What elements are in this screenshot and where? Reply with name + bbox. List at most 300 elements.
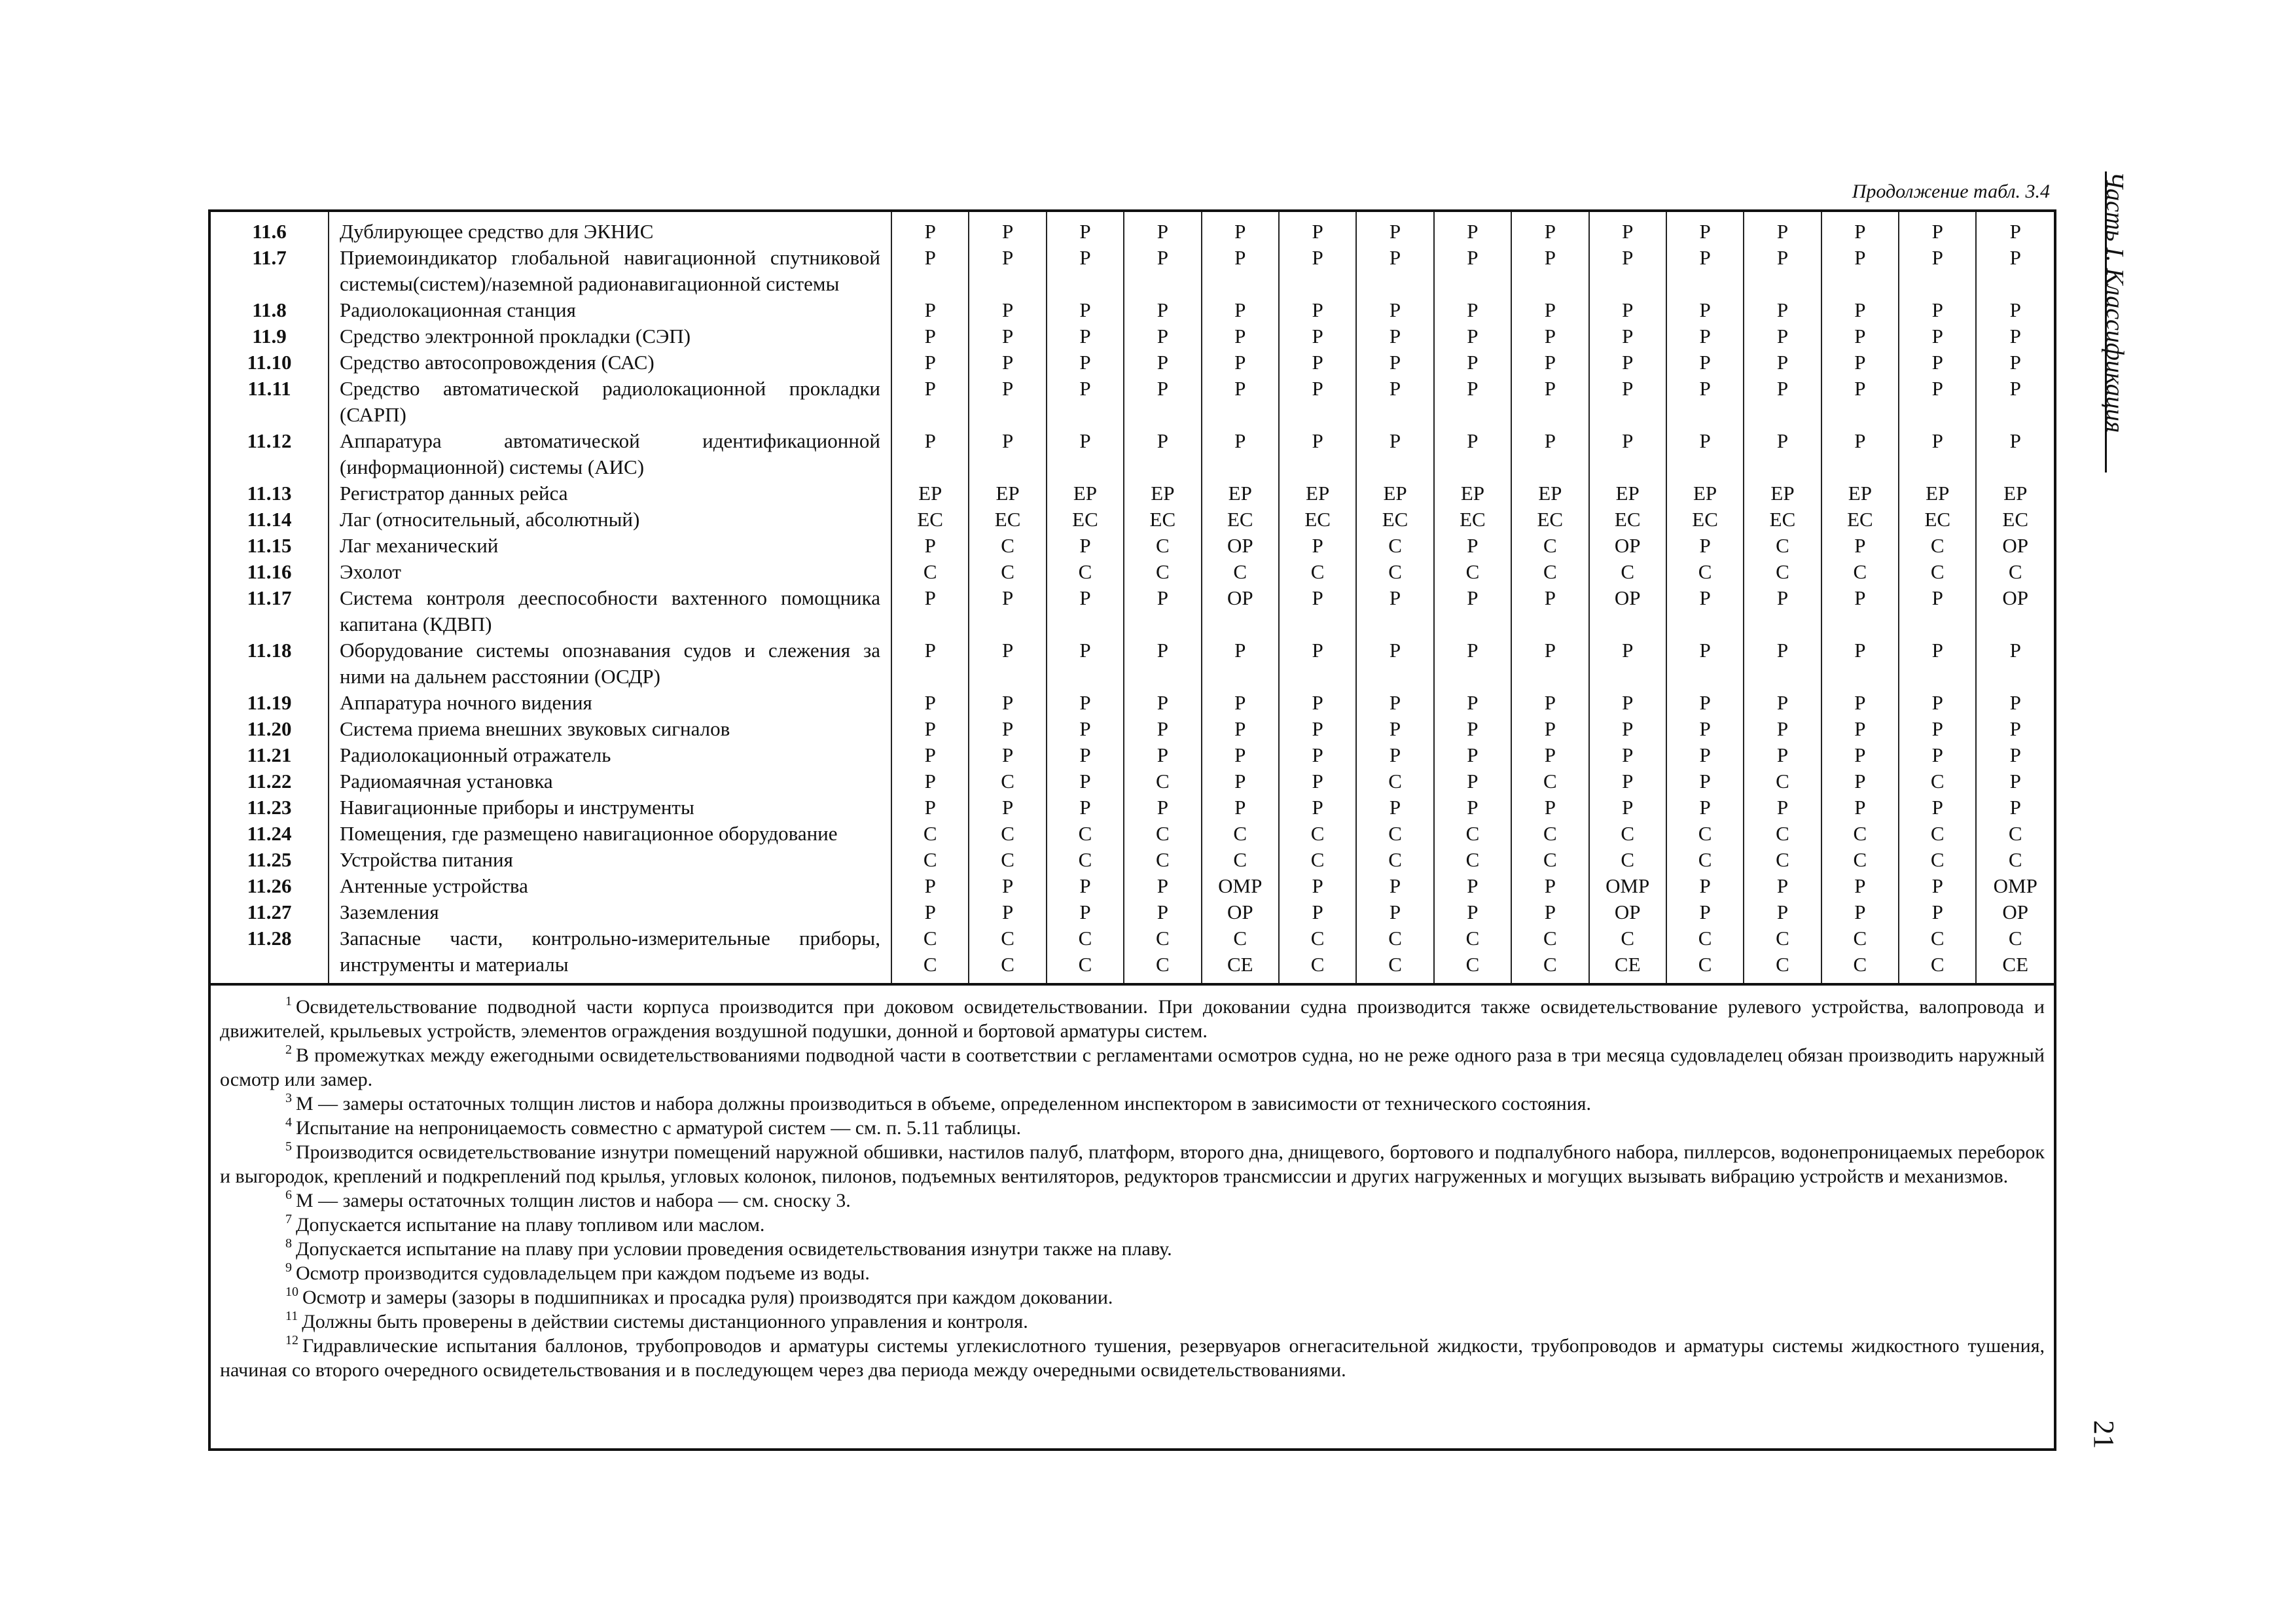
row-description: Эхолот: [329, 559, 891, 585]
row-description: Радиолокационная станция: [329, 297, 891, 323]
footnote-mark: 11: [285, 1309, 298, 1323]
table-row: [211, 847, 2054, 873]
row-number: 11.26: [247, 874, 292, 897]
survey-code-cell: P: [1356, 245, 1433, 297]
row-description: Система приема внешних звуковых сигналов: [329, 716, 891, 742]
survey-code-cell: P: [1666, 873, 1744, 899]
survey-code-cell: P: [969, 716, 1046, 742]
row-number: 11.19: [247, 691, 292, 714]
survey-code-cell: P: [1047, 212, 1124, 245]
survey-code-cell: P: [891, 349, 969, 376]
row-description: Аппаратура автоматической идентификационной (информационной) системы (АИС): [329, 428, 891, 480]
survey-code-cell: C C: [1744, 925, 1821, 983]
footnote-text: Осмотр производится судовладельцем при каждом подъеме из воды.: [296, 1262, 870, 1284]
survey-code-cell: P: [1744, 297, 1821, 323]
survey-code-cell: P: [1589, 637, 1666, 690]
survey-code-cell: P: [891, 297, 969, 323]
survey-code-cell: C: [1047, 847, 1124, 873]
side-title-text: Часть I. Классификация: [2101, 171, 2128, 433]
survey-code-cell: OP: [1976, 899, 2054, 925]
survey-code-cell: P: [1899, 212, 1976, 245]
survey-code-cell: OP: [1976, 533, 2054, 559]
page-number: 21: [2088, 1420, 2120, 1449]
survey-code-cell: P: [1666, 742, 1744, 768]
survey-code-cell: C: [1511, 533, 1588, 559]
survey-code-cell: C: [1821, 847, 1899, 873]
footnote: [220, 1092, 2045, 1116]
survey-code-cell: P: [1434, 899, 1511, 925]
survey-code-cell: P: [891, 637, 969, 690]
row-description: Средство автосопровождения (САС): [329, 349, 891, 376]
survey-code-cell: P: [1511, 794, 1588, 821]
survey-code-cell: P: [1744, 637, 1821, 690]
row-description: Радиомаячная установка: [329, 768, 891, 794]
survey-code-cell: P: [1976, 245, 2054, 297]
survey-code-cell: C: [1899, 847, 1976, 873]
survey-code-cell: P: [1899, 742, 1976, 768]
survey-code-cell: P: [1124, 794, 1201, 821]
survey-code-cell: P: [1279, 245, 1356, 297]
survey-code-cell: P: [1821, 297, 1899, 323]
survey-code-cell: P: [1899, 297, 1976, 323]
survey-code-cell: P: [1511, 245, 1588, 297]
survey-code-cell: P: [1821, 376, 1899, 428]
footnote-text: М — замеры остаточных толщин листов и набора — см. сноску 3.: [296, 1190, 851, 1211]
survey-code-cell: P: [1899, 428, 1976, 480]
survey-code-cell: P: [1589, 245, 1666, 297]
survey-code-cell: C: [1279, 847, 1356, 873]
table-row: [211, 349, 2054, 376]
survey-code-cell: EP: [1589, 480, 1666, 507]
survey-code-cell: P: [1589, 794, 1666, 821]
survey-code-cell: P: [1589, 323, 1666, 349]
survey-code-cell: EP: [969, 480, 1046, 507]
survey-code-cell: OP: [1976, 585, 2054, 637]
footnote: [220, 1213, 2045, 1237]
survey-code-cell: EP: [1047, 480, 1124, 507]
survey-code-cell: C: [1976, 847, 2054, 873]
survey-code-cell: P: [1356, 323, 1433, 349]
survey-code-cell: EC: [1356, 507, 1433, 533]
survey-code-cell: EP: [1821, 480, 1899, 507]
survey-code-cell: P: [1511, 742, 1588, 768]
survey-code-cell: C: [891, 559, 969, 585]
survey-code-cell: EC: [1511, 507, 1588, 533]
footnotes: [211, 983, 2054, 1382]
row-description: Запасные части, контрольно-измерительные приборы, инструменты и материалы: [329, 925, 891, 983]
row-number: 11.15: [247, 534, 292, 557]
survey-code-cell: P: [1666, 899, 1744, 925]
footnote-mark: 12: [285, 1333, 298, 1347]
survey-code-cell: P: [1899, 794, 1976, 821]
footnote-mark: 1: [285, 994, 292, 1008]
table-row: [211, 480, 2054, 507]
survey-code-cell: P: [1744, 794, 1821, 821]
survey-code-cell: C: [1511, 559, 1588, 585]
survey-code-cell: P: [1589, 428, 1666, 480]
survey-code-cell: P: [1821, 873, 1899, 899]
row-number: 11.24: [247, 822, 292, 845]
survey-code-cell: C: [969, 533, 1046, 559]
survey-code-cell: P: [1202, 323, 1279, 349]
survey-code-cell: P: [1434, 323, 1511, 349]
survey-code-cell: P: [1279, 323, 1356, 349]
survey-code-cell: C: [1666, 847, 1744, 873]
table-row: [211, 925, 2054, 983]
survey-code-cell: P: [1434, 716, 1511, 742]
survey-code-cell: P: [1047, 585, 1124, 637]
survey-code-cell: P: [1434, 768, 1511, 794]
survey-code-cell: C C: [1356, 925, 1433, 983]
survey-code-cell: EP: [1666, 480, 1744, 507]
footnote-text: В промежутках между ежегодными освидетельствованиями подводной части в соответствии с регламентами осмотров судна, но не реже одного раза в три месяца судовладелец обязан производить наружный осмотр или замер.: [220, 1044, 2045, 1090]
survey-code-cell: C: [1744, 847, 1821, 873]
survey-code-cell: P: [1976, 637, 2054, 690]
table-row: [211, 585, 2054, 637]
survey-code-cell: P: [1356, 742, 1433, 768]
survey-code-cell: P: [1666, 637, 1744, 690]
row-number: 11.22: [247, 770, 292, 793]
survey-code-cell: C: [1434, 821, 1511, 847]
survey-code-cell: P: [1589, 716, 1666, 742]
survey-code-cell: EC: [969, 507, 1046, 533]
survey-code-cell: EP: [1279, 480, 1356, 507]
table-row: [211, 428, 2054, 480]
survey-code-cell: P: [1124, 899, 1201, 925]
survey-code-cell: EC: [1899, 507, 1976, 533]
survey-code-cell: P: [1666, 349, 1744, 376]
survey-code-cell: P: [891, 873, 969, 899]
row-number: 11.13: [247, 482, 292, 505]
survey-code-cell: EC: [1821, 507, 1899, 533]
survey-code-cell: P: [1589, 768, 1666, 794]
row-description: Радиолокационный отражатель: [329, 742, 891, 768]
survey-code-cell: P: [1124, 212, 1201, 245]
footnote-mark: 10: [285, 1285, 298, 1299]
survey-code-cell: P: [1976, 323, 2054, 349]
survey-code-cell: P: [1511, 899, 1588, 925]
survey-code-cell: P: [1821, 637, 1899, 690]
row-description: Лаг механический: [329, 533, 891, 559]
survey-code-cell: C C: [1666, 925, 1744, 983]
survey-code-cell: P: [1976, 690, 2054, 716]
survey-code-cell: P: [1047, 716, 1124, 742]
survey-code-cell: P: [1666, 768, 1744, 794]
survey-code-cell: P: [1356, 794, 1433, 821]
survey-code-cell: P: [1279, 794, 1356, 821]
footnote: [220, 1043, 2045, 1092]
footnote-text: Допускается испытание на плаву при условии проведения освидетельствования изнутри также на плаву.: [296, 1238, 1172, 1260]
survey-code-cell: P: [1511, 349, 1588, 376]
row-description: Навигационные приборы и инструменты: [329, 794, 891, 821]
survey-code-cell: EC: [1124, 507, 1201, 533]
survey-code-cell: C: [1976, 821, 2054, 847]
survey-code-cell: P: [1976, 297, 2054, 323]
survey-code-cell: P: [1124, 585, 1201, 637]
survey-code-cell: P: [1744, 349, 1821, 376]
survey-code-cell: P: [1821, 899, 1899, 925]
survey-code-cell: OP: [1589, 899, 1666, 925]
survey-code-cell: OP: [1202, 585, 1279, 637]
table-row: [211, 873, 2054, 899]
row-number: 11.28: [247, 927, 292, 950]
row-description: Помещения, где размещено навигационное оборудование: [329, 821, 891, 847]
table-row: [211, 637, 2054, 690]
footnote-text: Освидетельствование подводной части корпуса производится при доковом освидетельствовании. При доковании судна производится также освидетельствование рулевого устройства, валопровода и движителей, крыльевых устройств, элементов ограждения воздушной подушки, донной и бортовой арматуры систем.: [220, 996, 2045, 1042]
survey-code-cell: EP: [1744, 480, 1821, 507]
survey-code-cell: P: [1434, 873, 1511, 899]
survey-code-cell: P: [1047, 742, 1124, 768]
footnote-mark: 4: [285, 1115, 292, 1130]
survey-code-cell: C: [1124, 821, 1201, 847]
survey-code-cell: C: [1589, 559, 1666, 585]
survey-code-cell: C C: [1821, 925, 1899, 983]
row-number: 11.25: [247, 848, 292, 871]
survey-code-cell: P: [1279, 212, 1356, 245]
table-row: [211, 533, 2054, 559]
footnote-mark: 7: [285, 1212, 292, 1226]
survey-code-cell: P: [1821, 585, 1899, 637]
survey-code-cell: C CE: [1589, 925, 1666, 983]
survey-code-cell: P: [1356, 349, 1433, 376]
survey-code-cell: P: [1899, 716, 1976, 742]
survey-code-cell: P: [1511, 716, 1588, 742]
survey-code-cell: C: [1356, 559, 1433, 585]
row-number: 11.16: [247, 560, 292, 583]
row-number: 11.18: [247, 639, 292, 662]
survey-code-cell: C: [969, 768, 1046, 794]
survey-code-cell: P: [1899, 637, 1976, 690]
footnote-text: Допускается испытание на плаву топливом или маслом.: [296, 1214, 765, 1236]
survey-code-cell: P: [969, 212, 1046, 245]
table-row: [211, 245, 2054, 297]
table-row: [211, 899, 2054, 925]
survey-code-cell: P: [1356, 637, 1433, 690]
survey-code-cell: P: [1511, 585, 1588, 637]
survey-code-cell: P: [1511, 873, 1588, 899]
survey-code-cell: P: [1666, 212, 1744, 245]
survey-code-cell: EP: [1356, 480, 1433, 507]
survey-code-cell: OP: [1589, 585, 1666, 637]
survey-code-cell: EC: [1202, 507, 1279, 533]
survey-code-cell: P: [1976, 212, 2054, 245]
survey-code-cell: P: [1047, 323, 1124, 349]
survey-code-cell: C: [1202, 559, 1279, 585]
survey-code-cell: P: [1899, 349, 1976, 376]
survey-code-cell: P: [1202, 376, 1279, 428]
survey-code-cell: C: [1047, 559, 1124, 585]
table-row: [211, 742, 2054, 768]
footnote-mark: 5: [285, 1139, 292, 1154]
row-number: 11.6: [252, 220, 287, 243]
survey-code-cell: P: [1434, 349, 1511, 376]
table-caption: Продолжение табл. 3.4: [1852, 181, 2050, 202]
survey-code-cell: P: [1976, 716, 2054, 742]
survey-code-cell: P: [1202, 349, 1279, 376]
survey-code-cell: P: [1666, 794, 1744, 821]
survey-code-cell: C: [1511, 768, 1588, 794]
survey-code-cell: P: [1356, 873, 1433, 899]
row-description: Средство электронной прокладки (СЭП): [329, 323, 891, 349]
survey-code-cell: P: [891, 794, 969, 821]
survey-code-cell: P: [1589, 297, 1666, 323]
survey-code-cell: OMP: [1589, 873, 1666, 899]
table-row: [211, 716, 2054, 742]
survey-code-cell: C C: [1279, 925, 1356, 983]
survey-code-cell: C C: [1124, 925, 1201, 983]
survey-code-cell: P: [1124, 245, 1201, 297]
survey-code-cell: P: [891, 690, 969, 716]
row-number: 11.12: [247, 429, 292, 452]
survey-code-cell: C: [1356, 533, 1433, 559]
survey-code-cell: P: [1124, 716, 1201, 742]
row-number: 11.8: [252, 298, 287, 321]
survey-code-cell: P: [1356, 212, 1433, 245]
survey-code-cell: P: [1434, 428, 1511, 480]
survey-code-cell: C: [1124, 559, 1201, 585]
survey-code-cell: P: [1821, 794, 1899, 821]
survey-code-cell: P: [1899, 690, 1976, 716]
survey-code-cell: P: [1666, 690, 1744, 716]
survey-code-cell: P: [1511, 212, 1588, 245]
survey-code-cell: P: [1744, 428, 1821, 480]
survey-code-cell: P: [1279, 742, 1356, 768]
survey-code-cell: P: [1124, 742, 1201, 768]
survey-code-cell: P: [1124, 428, 1201, 480]
footnote: [220, 1261, 2045, 1285]
survey-code-cell: P: [1511, 323, 1588, 349]
survey-code-cell: C: [1124, 847, 1201, 873]
survey-code-cell: C: [1511, 847, 1588, 873]
survey-code-cell: P: [1744, 245, 1821, 297]
footnote: [220, 1116, 2045, 1140]
survey-code-cell: P: [1666, 585, 1744, 637]
survey-code-cell: P: [891, 245, 969, 297]
survey-code-cell: P: [1744, 376, 1821, 428]
table-row: [211, 507, 2054, 533]
survey-code-cell: P: [969, 349, 1046, 376]
survey-code-cell: C: [1202, 821, 1279, 847]
survey-code-cell: P: [1821, 428, 1899, 480]
survey-code-cell: P: [969, 245, 1046, 297]
survey-code-cell: P: [1976, 349, 2054, 376]
footnote: [220, 995, 2045, 1043]
survey-code-cell: P: [1744, 742, 1821, 768]
row-description: Аппаратура ночного видения: [329, 690, 891, 716]
row-number: 11.10: [247, 351, 292, 374]
survey-code-cell: P: [1744, 212, 1821, 245]
survey-code-cell: P: [1511, 690, 1588, 716]
survey-code-cell: P: [1666, 323, 1744, 349]
survey-code-cell: C: [969, 821, 1046, 847]
survey-code-cell: P: [1047, 533, 1124, 559]
table-row: [211, 559, 2054, 585]
survey-code-cell: P: [969, 899, 1046, 925]
survey-code-cell: P: [1434, 297, 1511, 323]
survey-code-cell: P: [1202, 637, 1279, 690]
row-description: Регистратор данных рейса: [329, 480, 891, 507]
survey-code-cell: C: [1899, 821, 1976, 847]
survey-code-cell: P: [891, 768, 969, 794]
survey-code-cell: C: [1434, 847, 1511, 873]
survey-code-cell: P: [1279, 349, 1356, 376]
survey-code-cell: P: [969, 794, 1046, 821]
survey-code-cell: EC: [1279, 507, 1356, 533]
survey-code-cell: P: [1279, 690, 1356, 716]
survey-code-cell: P: [1356, 297, 1433, 323]
footnote-mark: 6: [285, 1188, 292, 1202]
table-row: [211, 323, 2054, 349]
footnote: [220, 1140, 2045, 1188]
survey-code-cell: P: [1047, 794, 1124, 821]
survey-code-cell: C: [1511, 821, 1588, 847]
survey-code-cell: C: [1589, 847, 1666, 873]
survey-code-cell: P: [1202, 690, 1279, 716]
survey-code-cell: P: [1124, 637, 1201, 690]
survey-code-cell: EP: [1434, 480, 1511, 507]
survey-code-cell: EC: [1047, 507, 1124, 533]
survey-code-cell: P: [1202, 297, 1279, 323]
survey-code-cell: P: [1821, 323, 1899, 349]
survey-code-cell: P: [1744, 690, 1821, 716]
survey-code-cell: P: [891, 585, 969, 637]
survey-code-cell: C C: [891, 925, 969, 983]
survey-code-cell: C: [1899, 768, 1976, 794]
survey-code-cell: EC: [1589, 507, 1666, 533]
survey-code-cell: OP: [1589, 533, 1666, 559]
row-description: Лаг (относительный, абсолютный): [329, 507, 891, 533]
survey-code-cell: P: [1899, 873, 1976, 899]
survey-code-cell: P: [1124, 297, 1201, 323]
survey-code-cell: C: [1744, 559, 1821, 585]
survey-code-cell: P: [1899, 899, 1976, 925]
survey-code-cell: P: [891, 376, 969, 428]
survey-code-cell: C C: [969, 925, 1046, 983]
survey-code-cell: P: [1666, 533, 1744, 559]
survey-code-cell: C: [969, 559, 1046, 585]
survey-code-cell: C CE: [1976, 925, 2054, 983]
survey-code-cell: P: [1666, 376, 1744, 428]
survey-code-cell: C CE: [1202, 925, 1279, 983]
footnote-mark: 8: [285, 1236, 292, 1251]
survey-code-cell: C: [1744, 533, 1821, 559]
row-number: 11.7: [252, 246, 287, 269]
table-row: [211, 212, 2054, 245]
survey-code-cell: P: [1589, 349, 1666, 376]
survey-code-cell: P: [969, 637, 1046, 690]
row-description: Система контроля дееспособности вахтенного помощника капитана (КДВП): [329, 585, 891, 637]
survey-code-cell: P: [891, 323, 969, 349]
survey-code-cell: P: [1666, 428, 1744, 480]
survey-code-cell: C: [1124, 533, 1201, 559]
survey-code-cell: C: [1899, 559, 1976, 585]
survey-code-cell: P: [969, 323, 1046, 349]
survey-code-cell: P: [1047, 768, 1124, 794]
survey-code-cell: C: [1821, 821, 1899, 847]
survey-code-cell: P: [969, 376, 1046, 428]
survey-code-cell: EP: [1976, 480, 2054, 507]
footnote-text: Должны быть проверены в действии системы дистанционного управления и контроля.: [302, 1311, 1028, 1332]
survey-code-cell: P: [1821, 690, 1899, 716]
survey-code-cell: P: [1279, 768, 1356, 794]
footnote-mark: 3: [285, 1091, 292, 1105]
survey-code-cell: P: [1202, 768, 1279, 794]
survey-code-cell: P: [1434, 690, 1511, 716]
survey-code-cell: P: [1589, 212, 1666, 245]
footnote: [220, 1310, 2045, 1334]
survey-code-cell: EC: [891, 507, 969, 533]
survey-code-cell: P: [1202, 245, 1279, 297]
